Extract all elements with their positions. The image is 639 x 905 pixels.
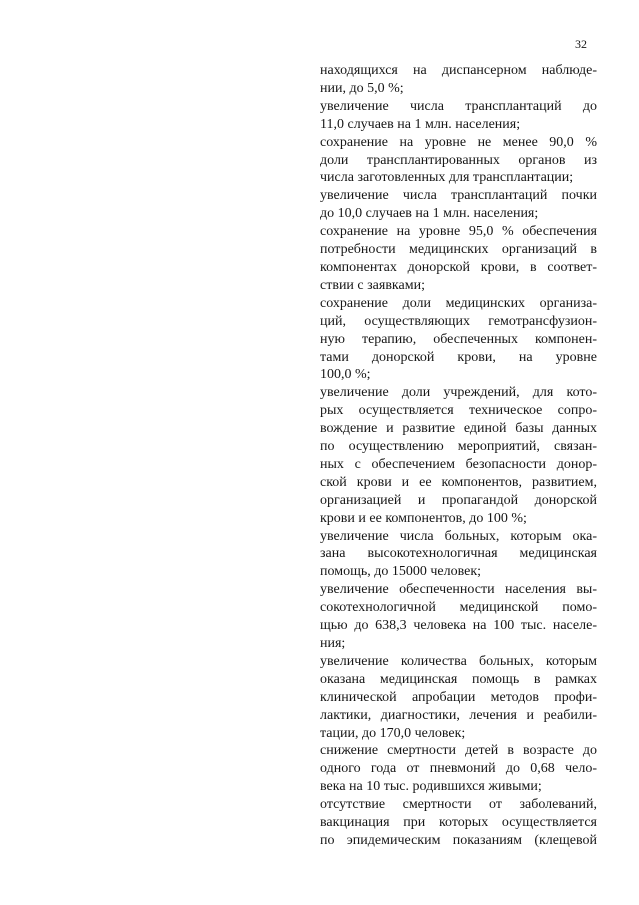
text-line: вождение и развитие единой базы данных	[320, 421, 597, 437]
text-line: 100,0 %;	[320, 367, 371, 383]
text-line: вакцинация при которых осуществляется	[320, 815, 597, 831]
text-line: одного года от пневмоний до 0,68 чело-	[320, 761, 597, 777]
text-line: компонентах донорской крови, в соответ-	[320, 259, 597, 275]
paragraph	[320, 98, 597, 134]
paragraph	[320, 134, 597, 188]
text-line: ных с обеспечением безопасности донор-	[320, 456, 597, 472]
text-line: клинической апробации методов профи-	[320, 689, 597, 705]
text-line: ской крови и ее компонентов, развитием,	[320, 474, 597, 490]
text-line: отсутствие смертности от заболеваний,	[320, 797, 597, 813]
text-line: века на 10 тыс. родившихся живыми;	[320, 779, 542, 795]
text-line: увеличение обеспеченности населения вы-	[320, 582, 597, 598]
text-line: до 10,0 случаев на 1 млн. населения;	[320, 206, 539, 222]
text-line: по эпидемическим показаниям (клещевой	[320, 832, 597, 848]
paragraph	[320, 295, 597, 385]
text-line: ную терапию, обеспеченных компонен-	[320, 331, 597, 347]
text-column	[320, 62, 597, 850]
paragraph	[320, 223, 597, 295]
text-line: находящихся на диспансерном наблюде-	[320, 63, 597, 78]
text-line: нии, до 5,0 %;	[320, 80, 404, 96]
text-line: сокотехнологичной медицинской помо-	[320, 600, 597, 616]
text-line: организацией и пропагандой донорской	[320, 492, 597, 508]
text-line: увеличение числа трансплантаций до	[320, 98, 597, 114]
text-line: рых осуществляется техническое сопро-	[320, 403, 597, 419]
paragraph	[320, 528, 597, 582]
paragraph	[320, 581, 597, 653]
text-line: лактики, диагностики, лечения и реабили-	[320, 707, 597, 723]
text-line: крови и ее компонентов, до 100 %;	[320, 510, 527, 526]
text-line: увеличение числа трансплантаций почки	[320, 188, 597, 204]
text-line: 11,0 случаев на 1 млн. населения;	[320, 116, 521, 132]
text-line: ций, осуществляющих гемотрансфузион-	[320, 313, 597, 329]
paragraph	[320, 653, 597, 743]
text-line: зана высокотехнологичная медицинская	[320, 546, 597, 562]
paragraph	[320, 742, 597, 796]
text-line: сохранение доли медицинских организа-	[320, 295, 597, 311]
text-line: тами донорской крови, на уровне	[320, 349, 597, 365]
text-line: по осуществлению мероприятий, связан-	[320, 439, 597, 455]
paragraph	[320, 796, 597, 850]
text-line: увеличение количества больных, которым	[320, 653, 597, 669]
text-line: помощь, до 15000 человек;	[320, 564, 482, 580]
text-line: увеличение доли учреждений, для кото-	[320, 385, 597, 401]
paragraph	[320, 62, 597, 98]
text-line: сохранение на уровне 95,0 % обеспечения	[320, 224, 597, 240]
text-line: снижение смертности детей в возрасте до	[320, 743, 597, 759]
page-number: 32	[575, 37, 587, 51]
text-line: сохранение на уровне не менее 90,0 %	[320, 134, 597, 150]
text-line: ствии с заявками;	[320, 277, 425, 293]
text-line: тации, до 170,0 человек;	[320, 725, 466, 741]
text-line: щью до 638,3 человека на 100 тыс. населе-	[320, 618, 597, 634]
paragraph	[320, 187, 597, 223]
paragraph	[320, 384, 597, 527]
text-line: увеличение числа больных, которым ока-	[320, 528, 597, 544]
text-line: ния;	[320, 636, 346, 651]
text-line: числа заготовленных для трансплантации;	[320, 170, 574, 186]
text-line: потребности медицинских организаций в	[320, 242, 597, 258]
text-line: доли трансплантированных органов из	[320, 152, 597, 168]
text-line: оказана медицинская помощь в рамках	[320, 671, 597, 687]
